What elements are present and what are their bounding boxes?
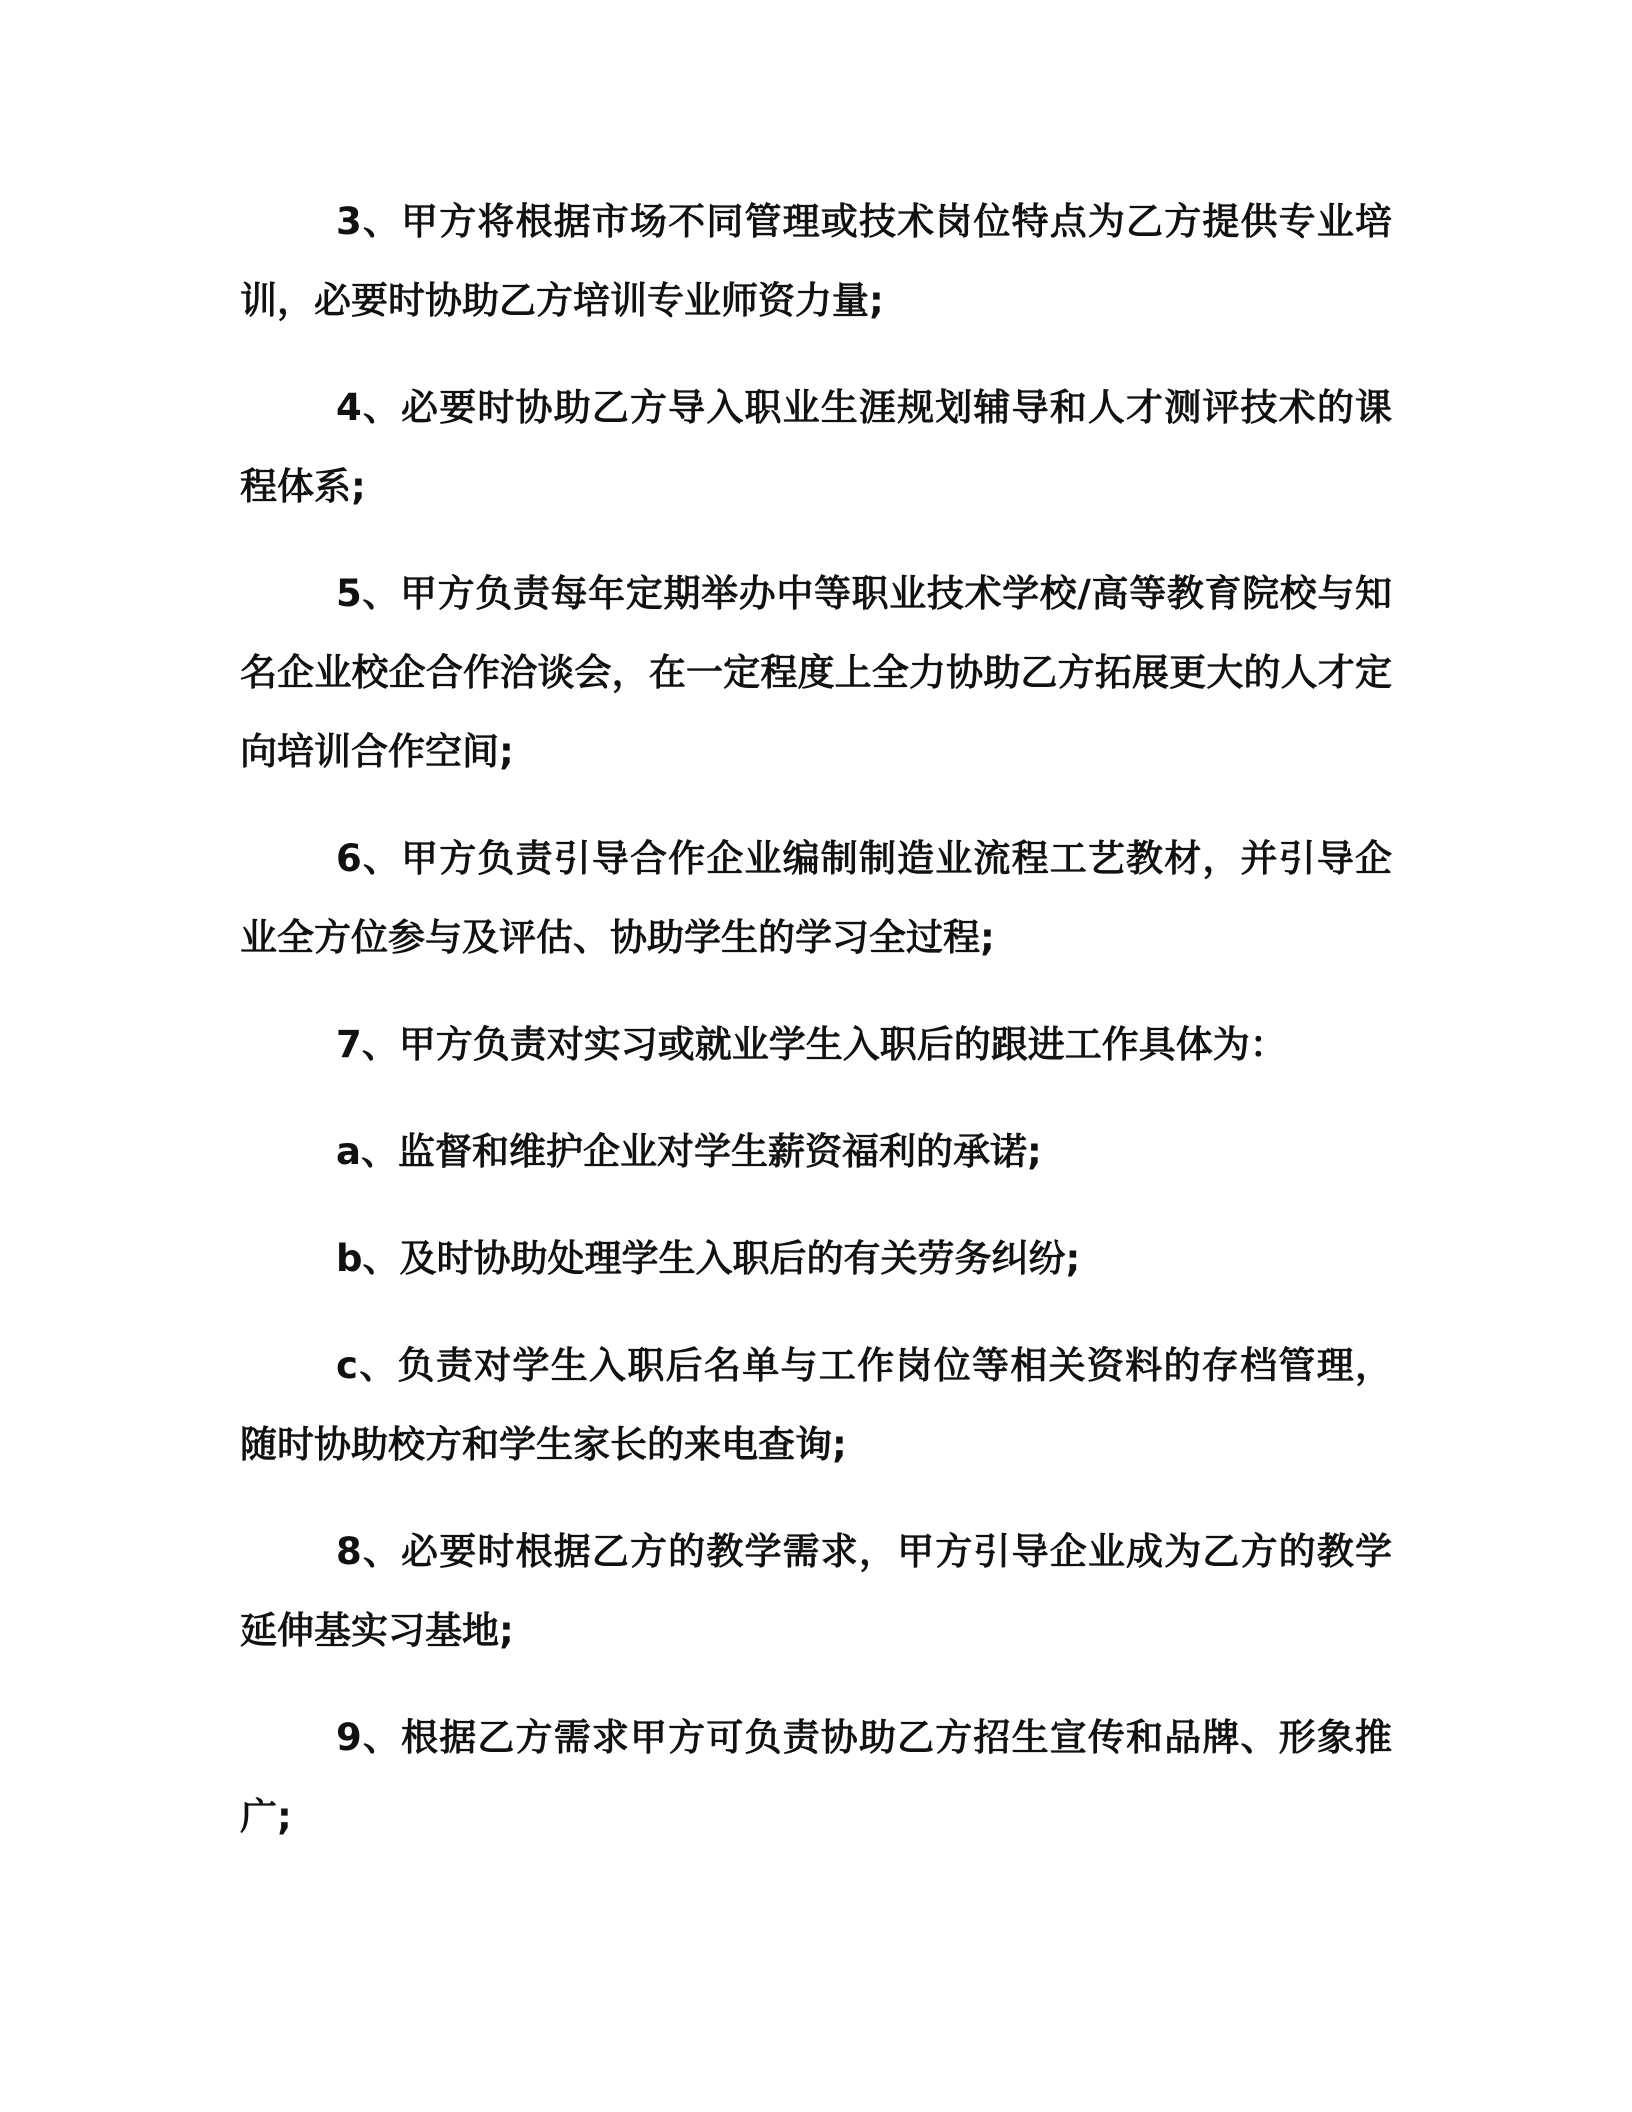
- paragraph-item-5: 5、甲方负责每年定期举办中等职业技术学校/高等教育院校与知名企业校企合作洽谈会，在一定程度上全力协助乙方拓展更大的人才定向培训合作空间;: [240, 572, 1392, 773]
- paragraph-item-8: 8、必要时根据乙方的教学需求，甲方引导企业成为乙方的教学延伸基实习基地;: [240, 1530, 1392, 1652]
- paragraph-item-7c: c、负责对学生入职后名单与工作岗位等相关资料的存档管理，随时协助校方和学生家长的来电查询;: [240, 1344, 1392, 1466]
- paragraph-item-7: 7、甲方负责对实习或就业学生入职后的跟进工作具体为：: [336, 1023, 1287, 1066]
- document-body: [240, 182, 1392, 1884]
- paragraph-item-7a: a、监督和维护企业对学生薪资福利的承诺;: [336, 1130, 1042, 1173]
- paragraph-item-7b: b、及时协助处理学生入职后的有关劳务纠纷;: [336, 1237, 1081, 1280]
- paragraph-item-6: 6、甲方负责引导合作企业编制制造业流程工艺教材，并引导企业全方位参与及评估、协助学生的学习全过程;: [240, 837, 1392, 959]
- paragraph-item-4: 4、必要时协助乙方导入职业生涯规划辅导和人才测评技术的课程体系;: [240, 386, 1392, 508]
- paragraph-item-9: 9、根据乙方需求甲方可负责协助乙方招生宣传和品牌、形象推广;: [240, 1716, 1392, 1838]
- paragraph-item-3: 3、甲方将根据市场不同管理或技术岗位特点为乙方提供专业培训，必要时协助乙方培训专业师资力量;: [240, 200, 1392, 322]
